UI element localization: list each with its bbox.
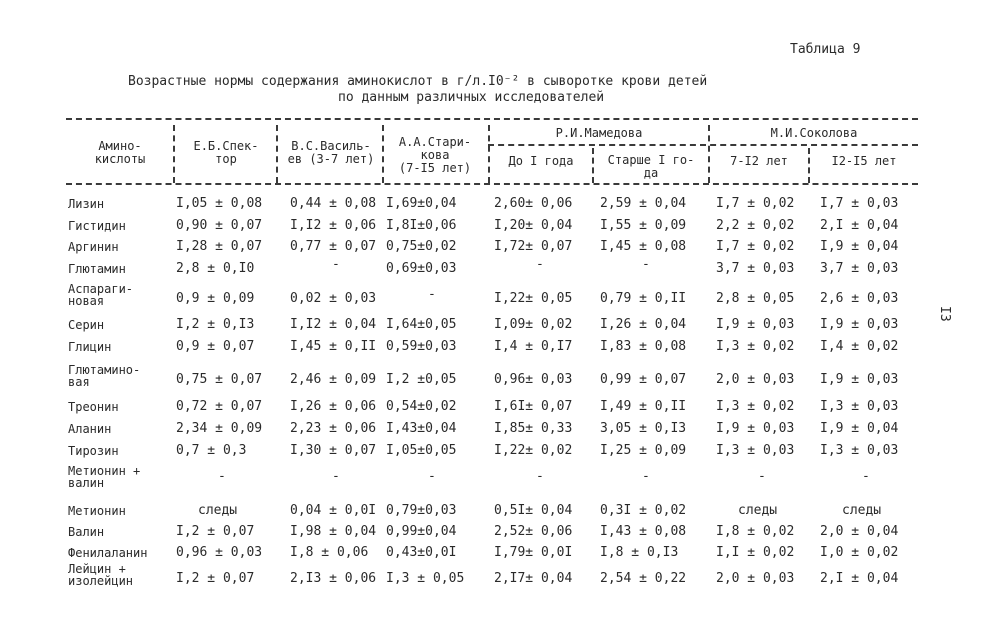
value-cell: I,8 ± 0,I3 [600, 545, 679, 560]
value-cell: 0,69±0,03 [386, 261, 457, 276]
value-cell: I,2 ± 0,07 [176, 571, 255, 586]
value-cell: I,8I±0,06 [386, 218, 457, 233]
value-cell: I,09± 0,02 [494, 317, 573, 332]
value-cell: I,3 ± 0,02 [716, 339, 795, 354]
value-cell: I,3 ± 0,03 [716, 443, 795, 458]
value-cell: 3,05 ± 0,I3 [600, 421, 687, 436]
header-top-rule [66, 118, 918, 120]
value-cell: I,05±0,05 [386, 443, 457, 458]
value-cell: I,8 ± 0,06 [290, 545, 369, 560]
value-cell: 0,3I ± 0,02 [600, 503, 687, 518]
value-cell: 0,59±0,03 [386, 339, 457, 354]
value-cell: I,83 ± 0,08 [600, 339, 687, 354]
value-cell: - [758, 469, 766, 484]
amino-acid-name: Гистидин [68, 219, 126, 233]
value-cell: I,26 ± 0,06 [290, 399, 377, 414]
value-cell: 0,96 ± 0,03 [176, 545, 263, 560]
value-cell: 0,9 ± 0,07 [176, 339, 255, 354]
value-cell: следы [738, 503, 778, 518]
value-cell: - [536, 469, 544, 484]
value-cell: I,30 ± 0,07 [290, 443, 377, 458]
value-cell: 2,60± 0,06 [494, 196, 573, 211]
header-amino-acids: Амино- кислоты [94, 139, 146, 166]
header-divider [276, 125, 278, 183]
header-spektor: Е.Б.Спек- тор [193, 139, 259, 166]
value-cell: I,98 ± 0,04 [290, 524, 377, 539]
value-cell: I,2 ±0,05 [386, 372, 457, 387]
value-cell: - [536, 257, 544, 272]
value-cell: I,22± 0,02 [494, 443, 573, 458]
value-cell: 2,I3 ± 0,06 [290, 571, 377, 586]
value-cell: I,26 ± 0,04 [600, 317, 687, 332]
value-cell: I,3 ± 0,02 [716, 399, 795, 414]
amino-acid-name: Метионин + валин [68, 464, 141, 490]
value-cell: 2,54 ± 0,22 [600, 571, 687, 586]
amino-acid-name: Фенилаланин [68, 546, 148, 560]
value-cell: 3,7 ± 0,03 [820, 261, 899, 276]
header-vasiliev: В.С.Василь- ев (3-7 лет) [287, 139, 375, 166]
value-cell: следы [842, 503, 882, 518]
amino-acid-name: Треонин [68, 400, 119, 414]
value-cell: - [642, 469, 650, 484]
header-sokolova: М.И.Соколова [770, 126, 858, 140]
value-cell: I,3 ± 0,03 [820, 443, 899, 458]
header-mamedova-under-1: До I года [508, 154, 574, 168]
value-cell: 2,52± 0,06 [494, 524, 573, 539]
value-cell: I,I2 ± 0,04 [290, 317, 377, 332]
value-cell: 3,7 ± 0,03 [716, 261, 795, 276]
value-cell: I,7 ± 0,02 [716, 196, 795, 211]
value-cell: 0,02 ± 0,03 [290, 291, 377, 306]
value-cell: 0,96± 0,03 [494, 372, 573, 387]
value-cell: I,9 ± 0,03 [716, 317, 795, 332]
value-cell: 2,59 ± 0,04 [600, 196, 687, 211]
value-cell: - [332, 257, 340, 272]
value-cell: 2,46 ± 0,09 [290, 372, 377, 387]
value-cell: I,25 ± 0,09 [600, 443, 687, 458]
value-cell: 0,75 ± 0,07 [176, 372, 263, 387]
value-cell: I,72± 0,07 [494, 239, 573, 254]
value-cell: I,2 ± 0,07 [176, 524, 255, 539]
value-cell: I,9 ± 0,04 [820, 421, 899, 436]
value-cell: I,45 ± 0,08 [600, 239, 687, 254]
header-sokolova-7-12: 7-I2 лет [730, 154, 788, 168]
amino-acid-name: Глицин [68, 340, 112, 354]
header-mamedova-over-1: Старше I го- да [607, 153, 695, 180]
header-starikova: А.А.Стари- кова (7-I5 лет) [398, 135, 472, 175]
value-cell: 0,44 ± 0,08 [290, 196, 377, 211]
value-cell: I,69±0,04 [386, 196, 457, 211]
value-cell: 0,04 ± 0,0I [290, 503, 377, 518]
value-cell: I,79± 0,0I [494, 545, 573, 560]
value-cell: I,9 ± 0,03 [820, 372, 899, 387]
value-cell: 2,0 ± 0,03 [716, 372, 795, 387]
value-cell: 2,2 ± 0,02 [716, 218, 795, 233]
value-cell: 0,79±0,03 [386, 503, 457, 518]
value-cell: I,6I± 0,07 [494, 399, 573, 414]
value-cell: I,85± 0,33 [494, 421, 573, 436]
value-cell: 0,77 ± 0,07 [290, 239, 377, 254]
amino-acid-name: Лейцин + изолейцин [68, 562, 134, 588]
amino-acid-name: Тирозин [68, 444, 119, 458]
value-cell: I,49 ± 0,II [600, 399, 687, 414]
value-cell: I,9 ± 0,03 [820, 317, 899, 332]
header-mamedova: Р.И.Мамедова [555, 126, 643, 140]
value-cell: 0,9 ± 0,09 [176, 291, 255, 306]
table-title-line-1: Возрастные нормы содержания аминокислот в г/л.I0⁻² в сыворотке крови детей [128, 74, 708, 89]
value-cell: - [332, 469, 340, 484]
amino-acid-name: Глютамин [68, 262, 126, 276]
value-cell: 2,I ± 0,04 [820, 218, 899, 233]
amino-acid-name: Аланин [68, 422, 112, 436]
amino-acid-name: Валин [68, 525, 105, 539]
value-cell: 2,0 ± 0,03 [716, 571, 795, 586]
value-cell: 0,5I± 0,04 [494, 503, 573, 518]
value-cell: I,7 ± 0,03 [820, 196, 899, 211]
value-cell: 0,72 ± 0,07 [176, 399, 263, 414]
value-cell: - [428, 469, 436, 484]
value-cell: I,0 ± 0,02 [820, 545, 899, 560]
value-cell: I,45 ± 0,II [290, 339, 377, 354]
amino-acid-name: Серин [68, 318, 105, 332]
value-cell: I,64±0,05 [386, 317, 457, 332]
value-cell: I,7 ± 0,02 [716, 239, 795, 254]
value-cell: I,43±0,04 [386, 421, 457, 436]
value-cell: I,8 ± 0,02 [716, 524, 795, 539]
header-sub-rule [488, 144, 918, 146]
header-sokolova-12-15: I2-I5 лет [831, 154, 897, 168]
table-label: Таблица 9 [790, 42, 861, 57]
table-title-line-2: по данным различных исследователей [338, 90, 605, 105]
value-cell: I,4 ± 0,I7 [494, 339, 573, 354]
value-cell: I,9 ± 0,04 [820, 239, 899, 254]
value-cell: I,3 ± 0,05 [386, 571, 465, 586]
value-cell: 0,7 ± 0,3 [176, 443, 247, 458]
value-cell: I,I2 ± 0,06 [290, 218, 377, 233]
value-cell: I,43 ± 0,08 [600, 524, 687, 539]
value-cell: - [428, 287, 436, 302]
value-cell: 2,0 ± 0,04 [820, 524, 899, 539]
value-cell: - [862, 469, 870, 484]
value-cell: 0,99±0,04 [386, 524, 457, 539]
value-cell: 2,8 ± 0,I0 [176, 261, 255, 276]
value-cell: I,I ± 0,02 [716, 545, 795, 560]
value-cell: I,20± 0,04 [494, 218, 573, 233]
page-number: I3 [937, 306, 952, 322]
value-cell: 0,54±0,02 [386, 399, 457, 414]
value-cell: следы [198, 503, 238, 518]
value-cell: 2,34 ± 0,09 [176, 421, 263, 436]
value-cell: - [218, 469, 226, 484]
value-cell: - [642, 257, 650, 272]
amino-acid-name: Аргинин [68, 240, 119, 254]
value-cell: 2,6 ± 0,03 [820, 291, 899, 306]
value-cell: 2,23 ± 0,06 [290, 421, 377, 436]
value-cell: 0,75±0,02 [386, 239, 457, 254]
value-cell: I,9 ± 0,03 [716, 421, 795, 436]
amino-acid-name: Глютамино- вая [68, 363, 141, 389]
value-cell: 2,8 ± 0,05 [716, 291, 795, 306]
value-cell: 0,99 ± 0,07 [600, 372, 687, 387]
value-cell: I,28 ± 0,07 [176, 239, 263, 254]
value-cell: 2,I ± 0,04 [820, 571, 899, 586]
value-cell: 2,I7± 0,04 [494, 571, 573, 586]
amino-acid-name: Лизин [68, 197, 105, 211]
value-cell: 0,43±0,0I [386, 545, 457, 560]
value-cell: I,4 ± 0,02 [820, 339, 899, 354]
value-cell: I,2 ± 0,I3 [176, 317, 255, 332]
value-cell: I,05 ± 0,08 [176, 196, 263, 211]
value-cell: I,55 ± 0,09 [600, 218, 687, 233]
header-divider [173, 125, 175, 183]
value-cell: I,3 ± 0,03 [820, 399, 899, 414]
value-cell: 0,79 ± 0,II [600, 291, 687, 306]
value-cell: I,22± 0,05 [494, 291, 573, 306]
value-cell: 0,90 ± 0,07 [176, 218, 263, 233]
header-bottom-rule [66, 183, 918, 185]
amino-acid-name: Аспараги- новая [68, 282, 134, 308]
amino-acid-name: Метионин [68, 504, 126, 518]
